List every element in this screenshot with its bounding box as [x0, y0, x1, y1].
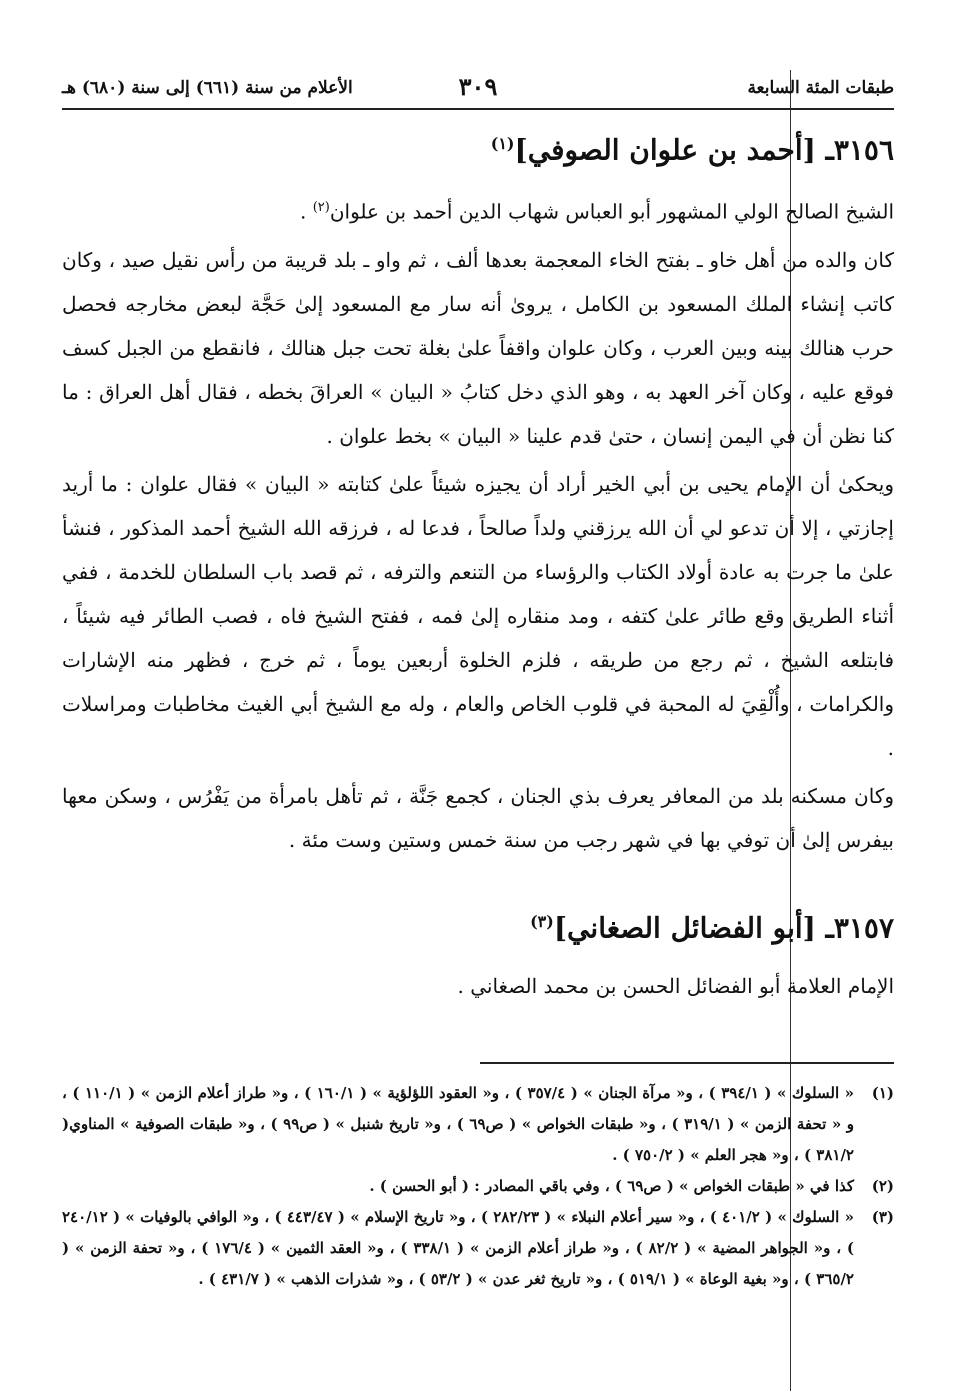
main-text — [62, 116, 894, 1012]
entry-title-text: ٣١٥٧ـ [أبو الفضائل الصغاني] — [553, 911, 894, 945]
header-rule — [62, 108, 894, 110]
entry-title-3156 — [62, 122, 894, 172]
footnote — [62, 1171, 894, 1202]
footnote — [62, 1202, 894, 1295]
footnote-text: « السلوك » ( ٣٩٤/١ ) ، و« مرآة الجنان » ( ٣٥٧/٤ ) ، و« العقود اللؤلؤية » ( ١٦٠/١ ) ، و« طراز أعلام الزمن » ( ١١٠/١ ) ، و « تحفة الزمن » ( ٣١٩/١ ) ، و« طبقات الخواص » ( ص٦٩ ) ، و« تاريخ شنبل » ( ص٩٩ ) ، و« طبقات الصوفية » المناوي( ٣٨١/٢ ) ، و« هجر العلم » ( ٧٥٠/٢ ) . — [62, 1084, 854, 1164]
footnotes — [62, 1078, 894, 1295]
footnote-number: (١) — [871, 1084, 894, 1102]
footnote-ref: (٣) — [530, 911, 554, 931]
paragraph — [62, 186, 894, 234]
footnote-number: (٣) — [871, 1208, 894, 1226]
header-range-title: الأعلام من سنة (٦٦١) إلى سنة (٦٨٠) هـ — [62, 78, 353, 98]
paragraph: الإمام العلامة أبو الفضائل الحسن بن محمد الصغاني . — [457, 974, 894, 999]
footnote-ref: (٢) — [312, 200, 330, 216]
footnote — [62, 1078, 894, 1171]
paragraph: ويحكىٰ أن الإمام يحيى بن أبي الخير أراد أن يجيزه شيئاً علىٰ كتابته « البيان » فقال علوان : ما أريد إجازتي ، إلا أن تدعو لي أن الله يرزقني ولداً صالحاً ، فدعا له ، فرزقه الله الشيخ أحمد المذكور ، فنشأ علىٰ ما جرت به عادة أولاد الكتاب والرؤساء من التنعم والترفه ، ثم قصد باب السلطان للخدمة ، ففي أثناء الطريق وقع طائر علىٰ كتفه ، ومد منقاره إلىٰ فمه ، ففتح الشيخ فاه ، فصب الطائر فيه شيئاً ، فابتلعه الشيخ ، ثم رجع من طريقه ، فلزم الخلوة أربعين يوماً ، ثم خرج ، فظهر منه الإشارات والكرامات ، وأُلْقِيَ له المحبة في قلوب الخاص والعام ، وله مع الشيخ أبي الغيث مخاطبات ومراسلات . — [62, 471, 894, 760]
paragraph: كان والده من أهل خاو ـ بفتح الخاء المعجمة بعدها ألف ، ثم واو ـ بلد قريبة من رأس نقيل صيد ، وكان كاتب إنشاء الملك المسعود بن الكامل ، يروىٰ أنه سار مع المسعود إلىٰ حَجَّة لبعض مخارجه فحصل حرب هنالك بينه وبين العرب ، وكان علوان واقفاً علىٰ بغلة تحت جبل هنالك ، فانقطع من الجبل كسف فوقع عليه ، وكان آخر العهد به ، وهو الذي دخل كتابُ « البيان » العراقَ بخطه ، فقال أهل العراق : ما كنا نظن أن في اليمن إنسان ، حتىٰ قدم علينا « البيان » بخط علوان . — [62, 247, 894, 448]
footnote-number: (٢) — [871, 1177, 894, 1195]
paragraph: وكان مسكنه بلد من المعافر يعرف بذي الجنان ، كجمع جَنَّة ، ثم تأهل بامرأة من يَفْرُس ، وسكن معها بيفرس إلىٰ أن توفي بها في شهر رجب من سنة خمس وستين وست مئة . — [62, 783, 894, 852]
footnote-ref: (١) — [490, 134, 515, 153]
running-header — [62, 72, 894, 106]
footnote-text: كذا في « طبقات الخواص » ( ص٦٩ ) ، وفي باقي المصادر : ( أبو الحسن ) . — [369, 1177, 854, 1195]
entry-title-text: ٣١٥٦ـ [أحمد بن علوان الصوفي] — [514, 133, 894, 167]
entry-spacer — [62, 866, 894, 894]
footnote-rule — [480, 1062, 894, 1064]
footnote-text: « السلوك » ( ٤٠١/٢ ) ، و« سير أعلام النبلاء » ( ٢٨٢/٢٣ ) ، و« تاريخ الإسلام » ( ٤٤٣/٤٧ ) ، و« الوافي بالوفيات » ( ٢٤٠/١٢ ) ، و« الجواهر المضية » ( ٨٢/٢ ) ، و« طراز أعلام الزمن » ( ٣٣٨/١ ) ، و« العقد الثمين » ( ١٧٦/٤ ) ، و« تحفة الزمن » ( ٣٦٥/٢ ) ، و« بغية الوعاة » ( ٥١٩/١ ) ، و« تاريخ ثغر عدن » ( ٥٣/٢ ) ، و« شذرات الذهب » ( ٤٣١/٧ ) . — [62, 1208, 855, 1288]
entry-title-3157 — [62, 900, 894, 950]
header-section-title: طبقات المئة السابعة — [747, 78, 894, 98]
paragraph-text: الشيخ الصالح الولي المشهور أبو العباس شهاب الدين أحمد بن علوان — [329, 199, 894, 224]
paragraph-tail: . — [299, 199, 313, 224]
page-number: ٣٠٩ — [458, 72, 498, 101]
